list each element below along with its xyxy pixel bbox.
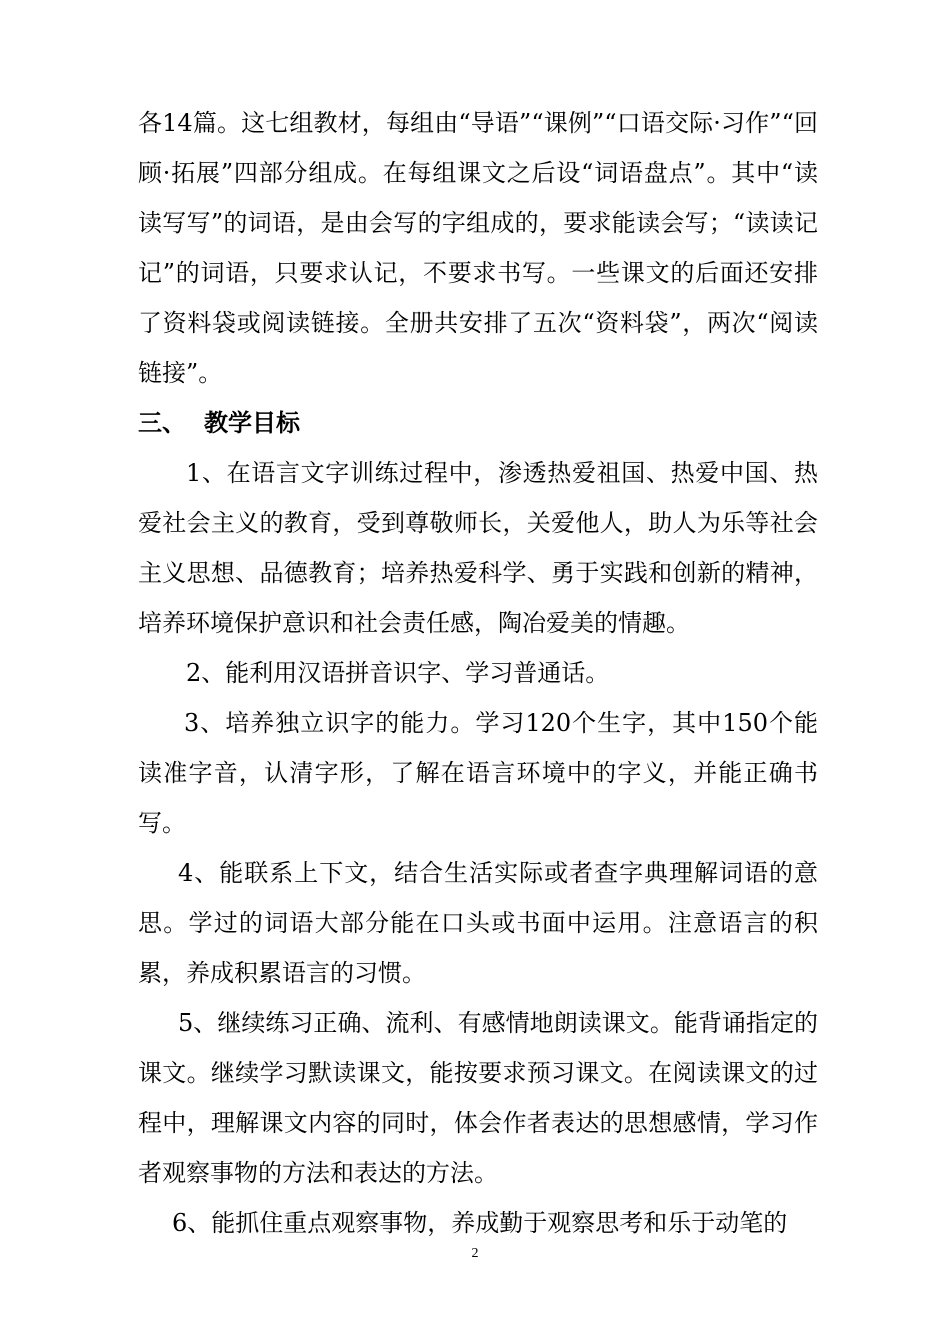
goal-item-2: 2、能利用汉语拼音识字、学习普通话。 (186, 659, 610, 687)
section-heading-title: 教学目标 (204, 409, 300, 437)
document-body (138, 98, 818, 1248)
page-number: 2 (471, 1246, 479, 1261)
section-heading-number: 三、 (138, 409, 186, 437)
paragraph-textbook-structure: 各14篇。这七组教材，每组由“导语”“课例”“口语交际·习作”“回顾·拓展”四部分组成。在每组课文之后设“词语盘点”。其中“读读写写”的词语，是由会写的字组成的，要求能读会写；“读读记记”的词语，只要求认记，不要求书写。一些课文的后面还安排了资料袋或阅读链接。全册共安排了五次“资料袋”，两次“阅读链接”。 (138, 109, 818, 387)
goal-item-6: 6、能抓住重点观察事物，养成勤于观察思考和乐于动笔的 (172, 1209, 788, 1237)
goal-item-1: 1、在语言文字训练过程中，渗透热爱祖国、热爱中国、热爱社会主义的教育，受到尊敬师长，关爱他人，助人为乐等社会主义思想、品德教育；培养热爱科学、勇于实践和创新的精神，培养环境保护意识和社会责任感，陶冶爱美的情趣。 (138, 459, 818, 637)
goal-item-5: 5、继续练习正确、流利、有感情地朗读课文。能背诵指定的课文。继续学习默读课文，能按要求预习课文。在阅读课文的过程中，理解课文内容的同时，体会作者表达的思想感情，学习作者观察事物的方法和表达的方法。 (138, 1009, 818, 1187)
goal-item-4: 4、能联系上下文，结合生活实际或者查字典理解词语的意思。学过的词语大部分能在口头或书面中运用。注意语言的积累，养成积累语言的习惯。 (138, 859, 818, 987)
goal-item-3: 3、培养独立识字的能力。学习120个生字，其中150个能读准字音，认清字形，了解在语言环境中的字义，并能正确书写。 (138, 709, 818, 837)
section-heading (138, 398, 818, 448)
